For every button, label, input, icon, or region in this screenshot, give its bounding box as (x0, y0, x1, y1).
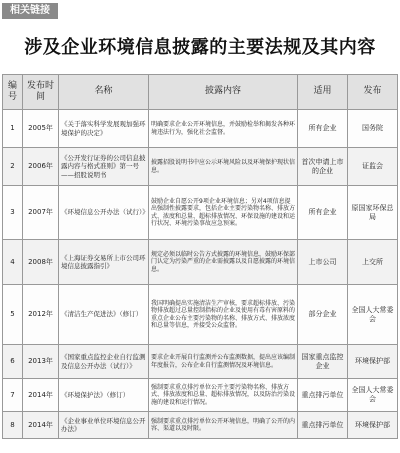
row-issuer: 原国家环保总局 (348, 186, 398, 240)
row-year: 2008年 (23, 240, 59, 285)
row-year: 2014年 (23, 412, 59, 439)
row-name: 《清洁生产促进法》（修订） (59, 285, 149, 345)
row-issuer: 环境保护部 (348, 412, 398, 439)
row-year: 2005年 (23, 110, 59, 148)
row-content: 规定必须以临时公告方式披露的环境信息，鼓励环保部门认定为污染严重的企业需披露以及自愿披露的环境信息。 (149, 240, 298, 285)
row-number: 6 (3, 345, 23, 379)
row-number: 4 (3, 240, 23, 285)
row-name: 《国家重点监控企业自行监测及信息公开办法（试行）》 (59, 345, 149, 379)
table-row (3, 240, 398, 285)
row-scope: 所有企业 (298, 186, 348, 240)
row-scope: 首次申请上市的企业 (298, 148, 348, 186)
row-scope: 国家重点监控企业 (298, 345, 348, 379)
row-issuer: 全国人大常委会 (348, 379, 398, 412)
table-header-row (3, 75, 398, 110)
table-row (3, 186, 398, 240)
related-link-tag: 相关链接 (2, 3, 58, 19)
row-year: 2014年 (23, 379, 59, 412)
row-issuer: 环境保护部 (348, 345, 398, 379)
row-content: 强制要求重点排污单位公开主要污染物名称、排放方式、排放浓度和总量、超标排放情况，以及防治污染设施的建设和运行情况。 (149, 379, 298, 412)
row-content: 强制要求重点排污单位公开环境信息，明确了公开的内容、渠道以及时限。 (149, 412, 298, 439)
row-content: 我国明确提出实施清洁生产审核，要求超标排放、污染物排放超过总量控制指标的企业及使用有毒有害原料的重点企业公布主要污染物的名称、排放方式、排放浓度和总量等信息，并接受公众监督。 (149, 285, 298, 345)
table-row (3, 345, 398, 379)
row-year: 2006年 (23, 148, 59, 186)
row-name: 《关于落实科学发展观加强环境保护的决定》 (59, 110, 149, 148)
row-year: 2013年 (23, 345, 59, 379)
row-name: 《环境保护法》（修订） (59, 379, 149, 412)
row-number: 3 (3, 186, 23, 240)
row-scope: 部分企业 (298, 285, 348, 345)
row-name: 《上海证券交易所上市公司环境信息披露指引》 (59, 240, 149, 285)
row-scope: 上市公司 (298, 240, 348, 285)
row-issuer: 证监会 (348, 148, 398, 186)
header-number: 编号 (3, 75, 23, 110)
header-issuer: 发布 (348, 75, 398, 110)
row-name: 《公开发行证券的公司信息披露内容与格式准则》第一号——招股说明书 (59, 148, 149, 186)
row-number: 5 (3, 285, 23, 345)
row-number: 2 (3, 148, 23, 186)
header-name: 名称 (59, 75, 149, 110)
row-scope: 重点排污单位 (298, 412, 348, 439)
row-name: 《环境信息公开办法（试行）》 (59, 186, 149, 240)
header-scope: 适用 (298, 75, 348, 110)
table-row (3, 148, 398, 186)
regulations-table (2, 74, 398, 439)
row-year: 2007年 (23, 186, 59, 240)
row-issuer: 全国人大常委会 (348, 285, 398, 345)
row-scope: 所有企业 (298, 110, 348, 148)
table-row (3, 285, 398, 345)
row-number: 1 (3, 110, 23, 148)
table-row (3, 412, 398, 439)
row-content: 要求企业开展自行监测并公布监测数据，提出应该编制年度报告，公布企业自行监测情况及环境信息。 (149, 345, 298, 379)
row-number: 8 (3, 412, 23, 439)
header-year: 发布时间 (23, 75, 59, 110)
row-content: 披露招股说明书中应公示环境风险以及环境保护现状信息。 (149, 148, 298, 186)
page-title: 涉及企业环境信息披露的主要法规及其内容 (24, 37, 376, 58)
row-scope: 重点排污单位 (298, 379, 348, 412)
row-issuer: 国务院 (348, 110, 398, 148)
row-year: 2012年 (23, 285, 59, 345)
table-row (3, 379, 398, 412)
row-name: 《企业事业单位环境信息公开办法》 (59, 412, 149, 439)
table-row (3, 110, 398, 148)
row-number: 7 (3, 379, 23, 412)
row-content: 鼓励企业自愿公开9项企业环境信息；另对4项信息提出强制性披露要求，包括企业主要污染物名称、排放方式、浓度和总量、超标排放情况、环保设施的建设和运行状况、环境污染事故应急预案。 (149, 186, 298, 240)
row-issuer: 上交所 (348, 240, 398, 285)
header-content: 披露内容 (149, 75, 298, 110)
row-content: 明确要求企业公开环境信息，并鼓励检举和揭发各种环境违法行为，强化社会监督。 (149, 110, 298, 148)
